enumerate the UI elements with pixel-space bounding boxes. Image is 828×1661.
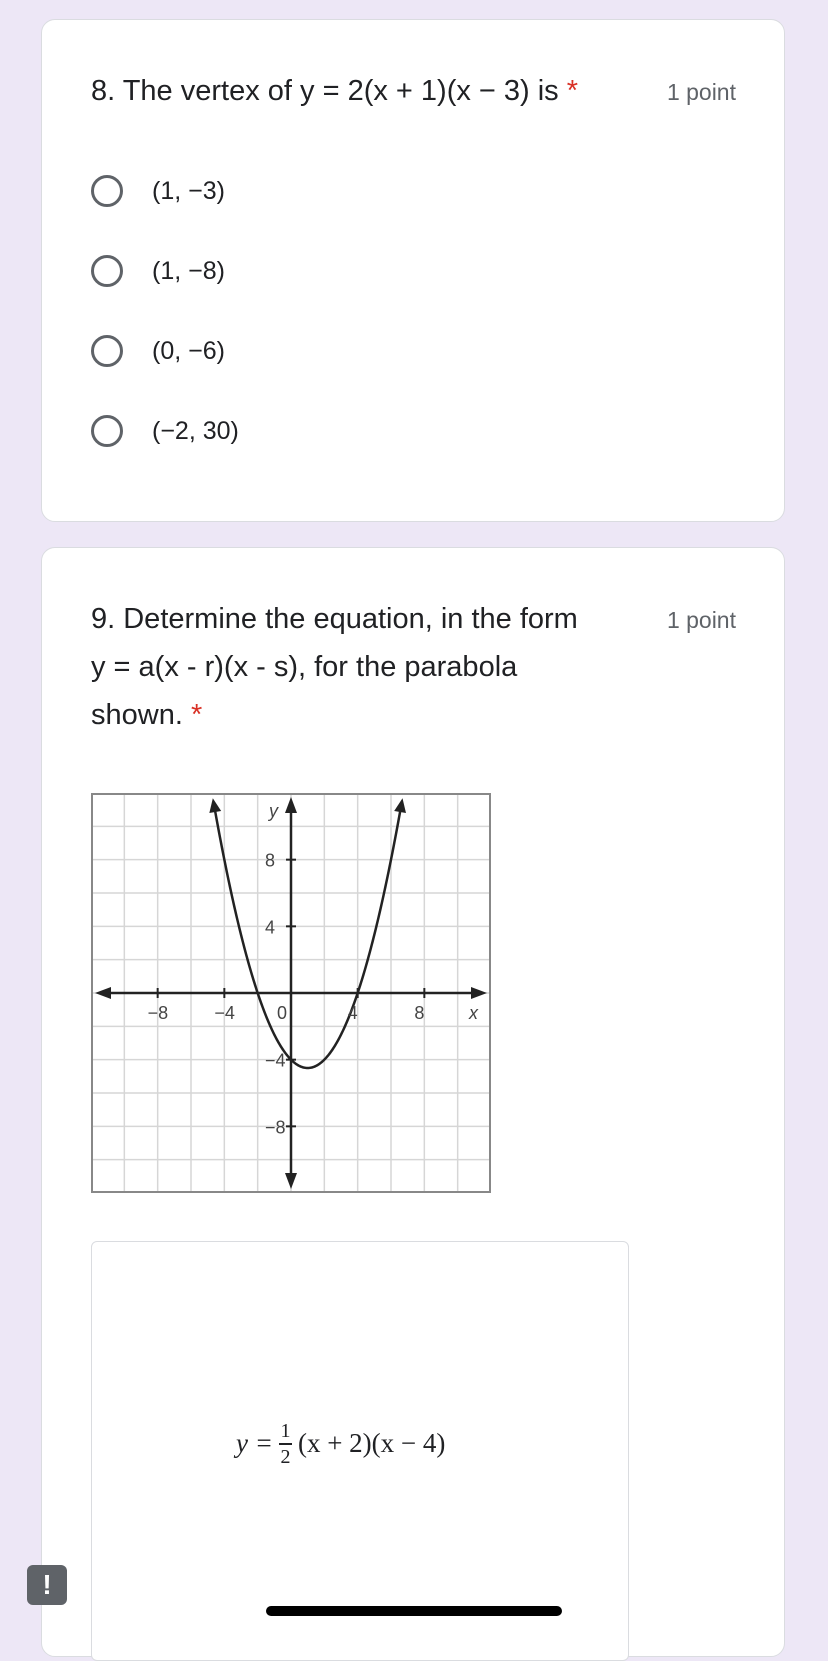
- option-label: (1, −8): [152, 256, 225, 285]
- question-8-text: 8. The vertex of y = 2(x + 1)(x − 3) is: [91, 75, 559, 107]
- question-8-card: [41, 19, 785, 522]
- radio-button-icon[interactable]: [91, 255, 123, 287]
- x-tick-label: 4: [347, 1003, 358, 1023]
- radio-button-icon[interactable]: [91, 335, 123, 367]
- x-tick-label: 0: [277, 1003, 288, 1023]
- home-indicator: [266, 1606, 562, 1616]
- radio-button-icon[interactable]: [91, 175, 123, 207]
- fraction-denominator: 2: [280, 1445, 291, 1468]
- y-axis-label: y: [269, 801, 278, 821]
- fraction-bar: [279, 1443, 292, 1445]
- question-9-title-line-1: 9. Determine the equation, in the form: [91, 603, 578, 635]
- question-9-title-line-2: y = a(x - r)(x - s), for the parabola: [91, 651, 518, 683]
- x-tick-label: 8: [414, 1003, 425, 1023]
- option-label: (0, −6): [152, 336, 225, 365]
- x-axis-label: x: [469, 1003, 478, 1023]
- answer-rhs: (x + 2)(x − 4): [297, 1428, 446, 1459]
- y-tick-label: −8: [265, 1117, 286, 1138]
- option-label: (−2, 30): [152, 416, 239, 445]
- required-asterisk: *: [190, 699, 203, 731]
- option-4[interactable]: [91, 411, 239, 451]
- y-tick-label: 8: [265, 850, 276, 871]
- option-3[interactable]: [91, 331, 225, 371]
- answer-equation: [236, 1420, 445, 1468]
- radio-button-icon[interactable]: [91, 415, 123, 447]
- option-label: (1, −3): [152, 176, 225, 205]
- y-tick-label: −4: [265, 1050, 286, 1071]
- question-9-title-line-3: [91, 691, 202, 739]
- fraction-numerator: 1: [280, 1420, 291, 1442]
- y-tick-label: 4: [265, 917, 276, 938]
- question-8-points: 1 point: [666, 79, 736, 105]
- answer-lhs: y =: [236, 1428, 273, 1459]
- required-asterisk: *: [566, 75, 579, 107]
- option-2[interactable]: [91, 251, 225, 291]
- option-1[interactable]: [91, 171, 225, 211]
- answer-fraction: [279, 1420, 292, 1468]
- x-tick-label: −8: [147, 1003, 169, 1023]
- feedback-alert-icon[interactable]: !: [27, 1565, 67, 1605]
- question-8-title: [91, 67, 578, 115]
- parabola-graph: [91, 793, 491, 1193]
- question-9-text: shown.: [91, 699, 183, 731]
- x-tick-label: −4: [214, 1003, 235, 1023]
- answer-field[interactable]: [91, 1241, 629, 1661]
- question-9-points: 1 point: [666, 607, 736, 633]
- question-9-card: [41, 547, 785, 1657]
